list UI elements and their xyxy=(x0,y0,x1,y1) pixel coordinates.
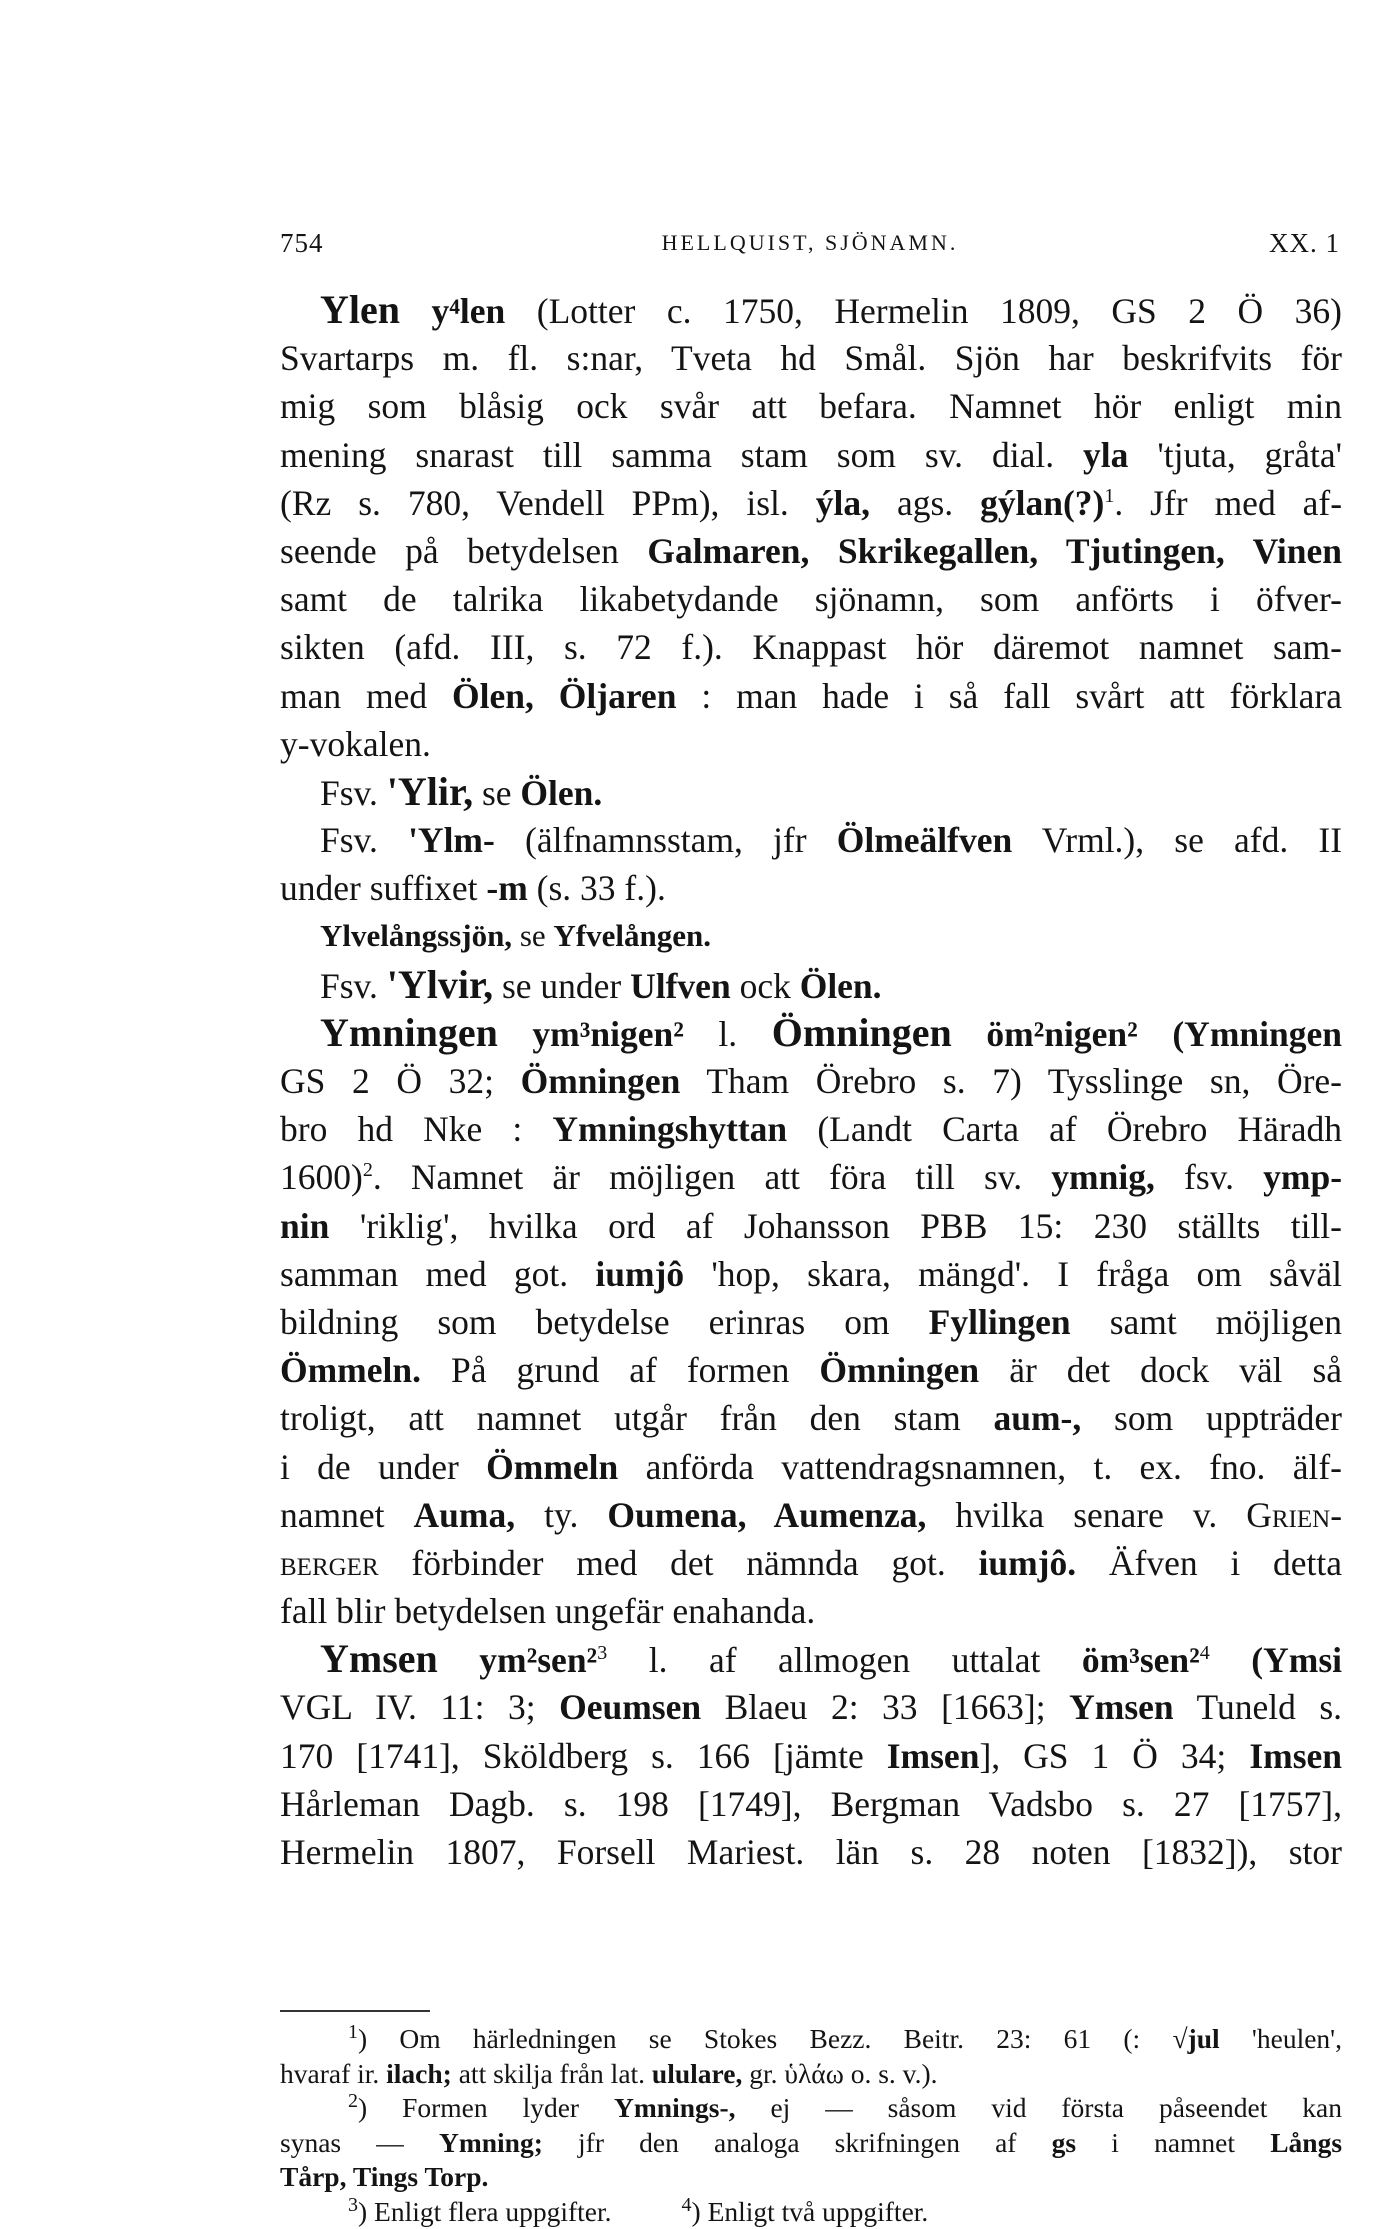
bold-term: Galmaren, Skrikegallen, Tjutingen, Vinen xyxy=(647,531,1342,571)
text-run: (Lotter c. 1750, Hermelin 1809, GS 2 Ö 36) xyxy=(537,291,1342,331)
text-run: Äfven i detta xyxy=(1109,1543,1342,1583)
bold-term: Ömmeln. xyxy=(280,1350,421,1390)
pronunciation: ym³nigen² xyxy=(532,1014,683,1054)
entry-ymsen-line-1 xyxy=(280,1635,1342,1683)
bold-term: (Ymningen xyxy=(1172,1014,1342,1054)
headword: Ymningen xyxy=(320,1010,498,1055)
entry-ylen-line-5 xyxy=(280,479,1342,527)
entry-ylen-line-6 xyxy=(280,527,1342,575)
text-run: ], GS 1 Ö 34; xyxy=(979,1736,1226,1776)
footnote-ref: 2 xyxy=(363,1160,373,1182)
bold-term: Ölen. xyxy=(520,773,602,813)
bold-term: Oeumsen xyxy=(559,1687,701,1727)
bold-term: gýlan(?) xyxy=(980,483,1104,523)
entry-ylir xyxy=(280,768,1342,816)
footnote-3-4-line xyxy=(280,2195,1342,2229)
text-run: hvaraf ir. xyxy=(280,2058,379,2089)
text-run: ty. xyxy=(544,1495,578,1535)
entry-ylm-line-1 xyxy=(280,816,1342,864)
entry-ylen-line-9 xyxy=(280,672,1342,720)
bold-term: jul xyxy=(1188,2023,1220,2054)
author-name: Grien- xyxy=(1246,1495,1342,1535)
text-run: 'tjuta, gråta' xyxy=(1157,435,1342,475)
text-run: synas — xyxy=(280,2127,404,2158)
text-run: (Landt Carta af Örebro Häradh xyxy=(817,1109,1342,1149)
footnote-3-text: ) Enligt flera uppgifter. xyxy=(358,2196,612,2227)
footnote-mark: 1 xyxy=(348,2021,358,2043)
text-run: bildning som betydelse erinras om xyxy=(280,1302,890,1342)
headword: Ylen xyxy=(320,287,400,332)
headword: Ömningen xyxy=(772,1010,952,1055)
bold-term: Fyllingen xyxy=(929,1302,1071,1342)
text-run: ej — såsom vid första påseendet kan xyxy=(770,2092,1342,2123)
text-run: i namnet xyxy=(1111,2127,1235,2158)
footnote-mark: 3 xyxy=(348,2193,358,2215)
entry-ymningen-line-2 xyxy=(280,1057,1342,1105)
entry-ymningen-line-7 xyxy=(280,1298,1342,1346)
page-number: 754 xyxy=(280,228,324,259)
footnote-rule xyxy=(280,2010,430,2012)
greek-term: ὑλάω xyxy=(784,2058,843,2089)
text-run: 170 [1741], Sköldberg s. 166 [jämte xyxy=(280,1736,864,1776)
text-run: (Rz s. 780, Vendell PPm), isl. xyxy=(280,483,789,523)
headword: Ylvelångssjön, xyxy=(320,918,512,953)
footnote-4-text: ) Enligt två uppgifter. xyxy=(692,2196,929,2227)
entry-ymningen-line-10 xyxy=(280,1443,1342,1491)
entry-ylen-line-2: Svartarps m. fl. s:nar, Tveta hd Smål. Sjön har beskrifvits för xyxy=(280,334,1342,382)
entry-ylvir xyxy=(280,961,1342,1009)
text-run: 'hop, skara, mängd'. I fråga om såväl xyxy=(711,1254,1342,1294)
bold-term: Ymnings-, xyxy=(614,2092,735,2123)
entry-ymningen-line-5 xyxy=(280,1202,1342,1250)
text-run: i de under xyxy=(280,1447,459,1487)
author-name: berger xyxy=(280,1543,379,1583)
bold-term: Ömningen xyxy=(521,1061,681,1101)
entry-ylen-line-10: y-vokalen. xyxy=(280,720,1342,768)
entry-ylen-line-3: mig som blåsig ock svår att befara. Namnet hör enligt min xyxy=(280,382,1342,430)
entry-ymsen-line-2 xyxy=(280,1683,1342,1731)
bold-term: gs xyxy=(1052,2127,1076,2158)
text-run: Fsv. xyxy=(320,773,378,813)
text-run: : man hade i så fall svårt att förklara xyxy=(701,676,1342,716)
text-run: under suffixet xyxy=(280,868,478,908)
running-title: HELLQUIST, SJÖNAMN. xyxy=(280,230,1340,256)
body-text xyxy=(280,286,1342,1876)
bold-term: ymnig, xyxy=(1051,1157,1155,1197)
bold-term: Långs xyxy=(1270,2127,1342,2158)
footnote-1-line-2 xyxy=(280,2057,1342,2092)
headword: 'Ylir, xyxy=(387,769,473,814)
entry-ymningen-line-3 xyxy=(280,1105,1342,1153)
bold-term: ululare, xyxy=(652,2058,742,2089)
bold-term: Yfvelången. xyxy=(553,918,711,953)
text-run: se xyxy=(520,918,546,953)
entry-ylvelangssjon xyxy=(280,912,1342,960)
footnote-mark: 4 xyxy=(682,2193,692,2215)
text-run: seende på betydelsen xyxy=(280,531,619,571)
text-run: l. af allmogen uttalat xyxy=(649,1640,1041,1680)
bold-term: Ölen. xyxy=(800,966,882,1006)
text-run: VGL IV. 11: 3; xyxy=(280,1687,536,1727)
text-run: namnet xyxy=(280,1495,385,1535)
section-number: XX. 1 xyxy=(1269,228,1340,259)
footnote-2-line-2 xyxy=(280,2126,1342,2161)
text-run: . Namnet är möjligen att föra till sv. xyxy=(373,1157,1022,1197)
pronunciation: ym²sen² xyxy=(479,1640,597,1680)
text-run: (s. 33 f.). xyxy=(537,868,666,908)
bold-term: nin xyxy=(280,1206,329,1246)
text-run: se under xyxy=(502,966,621,1006)
text-run: o. s. v.). xyxy=(851,2058,938,2089)
bold-term: Tårp, Tings Torp. xyxy=(280,2161,488,2192)
bold-term: ýla, xyxy=(816,483,870,523)
bold-term: ilach; xyxy=(386,2058,452,2089)
headword: 'Ylm- xyxy=(408,820,495,860)
text-run: anförda vattendragsnamnen, t. ex. fno. älf- xyxy=(646,1447,1342,1487)
bold-term: (Ymsi xyxy=(1251,1640,1342,1680)
entry-ymningen-line-1 xyxy=(280,1009,1342,1057)
text-run: (älfnamnsstam, jfr xyxy=(525,820,807,860)
headword: Ymsen xyxy=(320,1636,438,1681)
entry-ymsen-line-5: Hermelin 1807, Forsell Mariest. län s. 28 noten [1832]), stor xyxy=(280,1828,1342,1876)
footnote-ref: 3 xyxy=(597,1642,607,1664)
footnote-2-line-1 xyxy=(280,2091,1342,2126)
bold-term: Ölmeälfven xyxy=(837,820,1013,860)
entry-ymsen-line-4: Hårleman Dagb. s. 198 [1749], Bergman Vadsbo s. 27 [1757], xyxy=(280,1780,1342,1828)
bold-term: Ymningshyttan xyxy=(552,1109,787,1149)
entry-ymningen-line-11 xyxy=(280,1491,1342,1539)
pronunciation: y⁴len xyxy=(432,291,506,331)
text-run: ags. xyxy=(897,483,953,523)
entry-ylen-line-1 xyxy=(280,286,1342,334)
entry-ymningen-line-6 xyxy=(280,1250,1342,1298)
entry-ylen-line-4 xyxy=(280,431,1342,479)
text-run: 'heulen', xyxy=(1252,2023,1342,2054)
entry-ymningen-line-9 xyxy=(280,1394,1342,1442)
text-run: fsv. xyxy=(1184,1157,1234,1197)
footnote-mark: 2 xyxy=(348,2090,358,2112)
text-run: att skilja från lat. xyxy=(459,2058,645,2089)
text-run: l. xyxy=(718,1014,737,1054)
text-run: är det dock väl så xyxy=(1009,1350,1342,1390)
text-run: Fsv. xyxy=(320,966,378,1006)
bold-term: aum-, xyxy=(993,1398,1081,1438)
entry-ymningen-line-12 xyxy=(280,1539,1342,1587)
running-head xyxy=(280,228,1340,264)
pronunciation: öm³sen² xyxy=(1082,1640,1200,1680)
bold-term: Oumena, Aumenza, xyxy=(607,1495,926,1535)
text-run: 1600) xyxy=(280,1157,363,1197)
footnotes xyxy=(280,2022,1342,2229)
text-run: troligt, att namnet utgår från den stam xyxy=(280,1398,961,1438)
text-run: Blaeu 2: 33 [1663]; xyxy=(725,1687,1046,1727)
text-run: jfr den analoga skrifningen af xyxy=(578,2127,1016,2158)
bold-term: yla xyxy=(1083,435,1128,475)
text-run: På grund af formen xyxy=(451,1350,789,1390)
text-run: gr. xyxy=(749,2058,777,2089)
bold-term: Ölen, Öljaren xyxy=(452,676,676,716)
root-sign: √ xyxy=(1172,2023,1187,2054)
text-run: Vrml.), se afd. II xyxy=(1042,820,1342,860)
text-run: som uppträder xyxy=(1114,1398,1342,1438)
text-run: 'riklig', hvilka ord af Johansson PBB 15: 230 ställts till- xyxy=(360,1206,1342,1246)
bold-term: -m xyxy=(486,868,527,908)
entry-ymningen-line-13: fall blir betydelsen ungefär enahanda. xyxy=(280,1587,1342,1635)
bold-term: iumjô xyxy=(595,1254,684,1294)
text-run: Fsv. xyxy=(320,820,378,860)
text-run: GS 2 Ö 32; xyxy=(280,1061,494,1101)
bold-term: iumjô. xyxy=(978,1543,1076,1583)
bold-term: Ymning; xyxy=(439,2127,543,2158)
footnote-ref: 1 xyxy=(1104,485,1114,507)
text-run: Tuneld s. xyxy=(1197,1687,1343,1727)
bold-term: Ömmeln xyxy=(486,1447,618,1487)
bold-term: Imsen xyxy=(887,1736,980,1776)
text-run: förbinder med det nämnda got. xyxy=(411,1543,945,1583)
bold-term: ymp- xyxy=(1263,1157,1342,1197)
entry-ylen-line-7: samt de talrika likabetydande sjönamn, som anförts i öfver- xyxy=(280,575,1342,623)
entry-ylm-line-2 xyxy=(280,864,1342,912)
bold-term: Ulfven xyxy=(630,966,731,1006)
text-run: ock xyxy=(740,966,791,1006)
text-run: ) Om härledningen se Stokes Bezz. Beitr. 23: 61 (: xyxy=(358,2023,1140,2054)
footnote-ref: 4 xyxy=(1200,1642,1210,1664)
footnote-2-line-3 xyxy=(280,2160,1342,2195)
text-run: hvilka senare v. xyxy=(955,1495,1217,1535)
entry-ymsen-line-3 xyxy=(280,1732,1342,1780)
text-run: se xyxy=(482,773,512,813)
entry-ymningen-line-4 xyxy=(280,1153,1342,1201)
bold-term: Imsen xyxy=(1249,1736,1342,1776)
footnote-1-line-1 xyxy=(280,2022,1342,2057)
text-run: man med xyxy=(280,676,427,716)
bold-term: Ömningen xyxy=(819,1350,979,1390)
text-run: mening snarast till samma stam som sv. dial. xyxy=(280,435,1054,475)
text-run: ) Formen lyder xyxy=(358,2092,579,2123)
pronunciation: öm²nigen² xyxy=(986,1014,1137,1054)
text-run: . Jfr med af- xyxy=(1114,483,1342,523)
entry-ymningen-line-8 xyxy=(280,1346,1342,1394)
text-run: samman med got. xyxy=(280,1254,568,1294)
bold-term: Ymsen xyxy=(1069,1687,1174,1727)
text-run: bro hd Nke : xyxy=(280,1109,522,1149)
text-run: samt möjligen xyxy=(1110,1302,1342,1342)
entry-ylen-line-8: sikten (afd. III, s. 72 f.). Knappast hör däremot namnet sam- xyxy=(280,623,1342,671)
bold-term: Auma, xyxy=(414,1495,516,1535)
headword: 'Ylvir, xyxy=(387,962,493,1007)
text-run: Tham Örebro s. 7) Tysslinge sn, Öre- xyxy=(706,1061,1342,1101)
